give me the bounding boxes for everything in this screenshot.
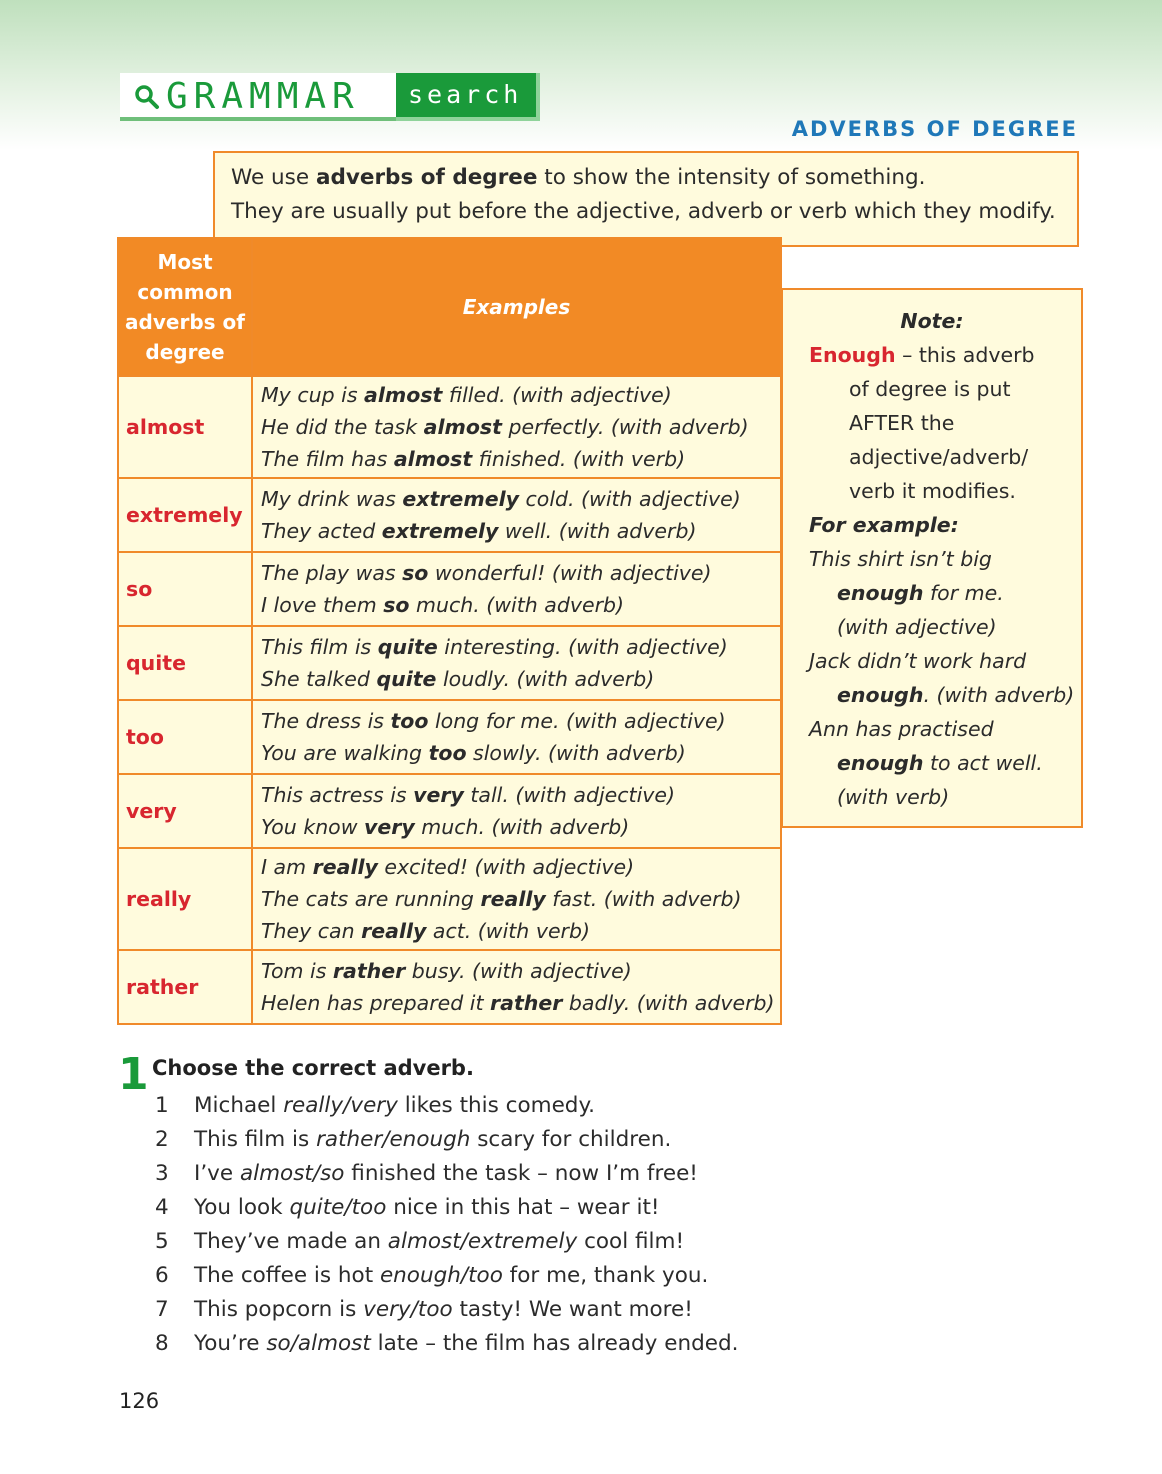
examples-cell [252,478,781,552]
adverb-cell: extremely [118,478,252,552]
example-text: wonderful! (with adjective) [428,561,712,585]
note-text: . (with adverb) [923,683,1075,707]
intro-box [213,151,1079,247]
example-text: Helen has prepared it [261,991,491,1015]
exercise-item [155,1125,671,1155]
intro-bold-term: adverbs of degree [315,165,538,190]
intro-text: to show the intensity of something. [537,165,926,190]
note-text: for me. [923,581,1004,605]
example-text: much. (with adverb) [409,593,625,617]
example-text: Tom is [261,959,333,983]
adverb-cell: almost [118,376,252,478]
column-header-adverbs: Most common adverbs of degree [118,238,252,376]
exercise-item-number: 5 [155,1229,169,1254]
example-text: This actress is [261,783,414,807]
example-text: I love them [261,593,384,617]
intro-line-2: They are usually put before the adjective, adverb or verb which they modify. [231,199,1056,224]
example-text: cold. (with adjective) [518,487,741,511]
note-box [781,288,1083,828]
example-sentence [261,987,780,1019]
exercise-item-text: You look [194,1195,290,1220]
exercise-item-options[interactable]: really/very [283,1093,398,1118]
example-sentence [261,483,780,515]
column-header-examples: Examples [252,238,781,376]
example-text: much. (with adverb) [414,815,630,839]
example-text: perfectly. (with adverb) [501,415,749,439]
exercise-instruction: Choose the correct adverb. [152,1056,474,1080]
grammar-badge-left [120,73,396,121]
exercise-item-text: likes this comedy. [397,1093,595,1118]
exercise-item-text: Michael [194,1093,284,1118]
example-text: interesting. (with adjective) [437,635,728,659]
example-adverb: almost [393,447,473,471]
example-adverb: rather [332,959,406,983]
exercise-item-text: This film is [194,1127,317,1152]
note-rule-line: verb it modifies. [849,479,1016,503]
example-adverb: really [480,887,546,911]
example-sentence [261,443,780,475]
note-example-line [837,746,1043,780]
example-sentence [261,705,780,737]
search-badge-word: search [408,80,523,109]
section-title: ADVERBS OF DEGREE [791,117,1078,141]
exercise-item-text: The coffee is hot [194,1263,380,1288]
example-sentence [261,411,780,443]
note-example-line: (with adjective) [837,615,997,639]
table-row [118,552,781,626]
exercise-item-number: 7 [155,1297,169,1322]
example-adverb: too [390,709,429,733]
note-example-bold: enough [837,751,924,775]
intro-line-1 [231,161,1077,195]
exercise-item-text: You’re [194,1331,267,1356]
exercise-item-options[interactable]: quite/too [289,1195,387,1220]
table-row [118,848,781,950]
adverb-cell: quite [118,626,252,700]
exercise-item-text: cool film! [577,1229,685,1254]
example-text: fast. (with adverb) [545,887,742,911]
note-text: – this adverb [895,343,1035,367]
note-rule-line: adjective/adverb/ [849,445,1029,469]
example-sentence [261,955,780,987]
adverb-cell: so [118,552,252,626]
exercise-item-options[interactable]: very/too [363,1297,453,1322]
examples-cell [252,848,781,950]
note-keyword: Enough [809,343,896,367]
table-row [118,700,781,774]
exercise-item-number: 1 [155,1093,169,1118]
example-text: My cup is [261,383,365,407]
example-sentence [261,851,780,883]
example-sentence [261,811,780,843]
example-adverb: quite [376,667,437,691]
examples-cell [252,774,781,848]
exercise-item-options[interactable]: almost/extremely [387,1229,578,1254]
example-text: loudly. (with adverb) [436,667,655,691]
example-text: This film is [261,635,378,659]
adverbs-table [117,237,782,1025]
example-adverb: so [383,593,410,617]
example-text: You know [261,815,365,839]
example-sentence [261,589,780,621]
note-example-line: This shirt isn’t big [809,547,992,571]
exercise-item-options[interactable]: almost/so [239,1161,345,1186]
exercise-item [155,1159,698,1189]
adverb-cell: really [118,848,252,950]
examples-cell [252,700,781,774]
exercise-number: 1 [118,1049,149,1100]
note-example-bold: enough [837,683,924,707]
example-text: They acted [261,519,382,543]
example-text: The film has [261,447,394,471]
exercise-item-text: for me, thank you. [502,1263,709,1288]
example-text: I am [261,855,313,879]
page-number: 126 [119,1389,160,1413]
exercise-item-text: nice in this hat – wear it! [386,1195,660,1220]
example-text: He did the task [261,415,424,439]
example-sentence [261,379,780,411]
examples-cell [252,626,781,700]
exercise-item [155,1193,660,1223]
note-title: Note: [900,309,964,333]
note-text: to act well. [923,751,1043,775]
example-sentence [261,737,780,769]
example-text: excited! (with adjective) [377,855,635,879]
exercise-item-text: finished the task – now I’m free! [344,1161,698,1186]
intro-text: We use [231,165,316,190]
example-text: tall. (with adjective) [463,783,676,807]
example-adverb: very [413,783,464,807]
exercise-item [155,1261,708,1291]
magnifier-icon [134,84,160,110]
grammar-badge-word: GRAMMAR [166,76,360,117]
example-text: badly. (with adverb) [562,991,775,1015]
example-sentence [261,883,780,915]
exercise-item-options[interactable]: so/almost [266,1331,371,1356]
example-adverb: quite [377,635,438,659]
note-rule-line: AFTER the [849,411,955,435]
example-text: My drink was [261,487,403,511]
example-text: They can [261,919,362,943]
example-text: well. (with adverb) [498,519,697,543]
adverb-cell: rather [118,950,252,1024]
note-rule-line: of degree is put [849,377,1011,401]
exercise-item [155,1295,693,1325]
exercise-item [155,1227,684,1257]
exercise-item-number: 8 [155,1331,169,1356]
example-text: act. (with verb) [426,919,591,943]
note-example-line: Jack didn’t work hard [809,649,1027,673]
example-text: busy. (with adjective) [405,959,632,983]
example-adverb: too [428,741,467,765]
note-example-bold: enough [837,581,924,605]
examples-cell [252,376,781,478]
example-text: long for me. (with adjective) [428,709,726,733]
table-row [118,950,781,1024]
example-adverb: almost [423,415,502,439]
examples-cell [252,552,781,626]
example-text: You are walking [261,741,429,765]
example-adverb: extremely [402,487,519,511]
example-text: slowly. (with adverb) [466,741,686,765]
example-adverb: so [402,561,429,585]
examples-cell [252,950,781,1024]
note-example-line [837,678,1074,712]
note-example-line [837,576,1004,610]
example-text: She talked [261,667,377,691]
example-sentence [261,663,780,695]
example-text: The cats are running [261,887,481,911]
table-row [118,626,781,700]
exercise-item-number: 3 [155,1161,169,1186]
example-text: filled. (with adjective) [442,383,672,407]
adverb-cell: too [118,700,252,774]
example-text: finished. (with verb) [472,447,686,471]
grammar-search-badge [120,73,540,121]
example-text: The dress is [261,709,391,733]
search-badge-right [396,73,540,121]
example-adverb: extremely [381,519,499,543]
example-adverb: very [364,815,415,839]
example-text: The play was [261,561,403,585]
example-adverb: rather [490,991,563,1015]
exercise-item-text: tasty! We want more! [452,1297,693,1322]
table-row [118,478,781,552]
table-row [118,774,781,848]
example-sentence [261,557,780,589]
example-adverb: really [361,919,427,943]
note-example-line: (with verb) [837,785,950,809]
exercise-item [155,1091,595,1121]
example-sentence [261,915,780,947]
exercise-item-number: 4 [155,1195,169,1220]
example-adverb: almost [364,383,443,407]
example-sentence [261,779,780,811]
exercise-item-number: 2 [155,1127,169,1152]
example-adverb: really [312,855,378,879]
exercise-item-text: They’ve made an [194,1229,388,1254]
example-sentence [261,631,780,663]
table-row [118,376,781,478]
exercise-item [155,1329,738,1359]
exercise-item-options[interactable]: enough/too [379,1263,503,1288]
exercise-item-text: I’ve [194,1161,240,1186]
exercise-item-number: 6 [155,1263,169,1288]
adverb-cell: very [118,774,252,848]
exercise-item-text: This popcorn is [194,1297,364,1322]
example-sentence [261,515,780,547]
exercise-item-text: late – the film has already ended. [370,1331,739,1356]
note-example-line: Ann has practised [809,717,994,741]
exercise-item-options[interactable]: rather/enough [316,1127,471,1152]
note-rule-line [809,338,1035,372]
table-header-row [118,238,781,376]
exercise-item-text: scary for children. [470,1127,672,1152]
note-for-example: For example: [809,513,959,537]
